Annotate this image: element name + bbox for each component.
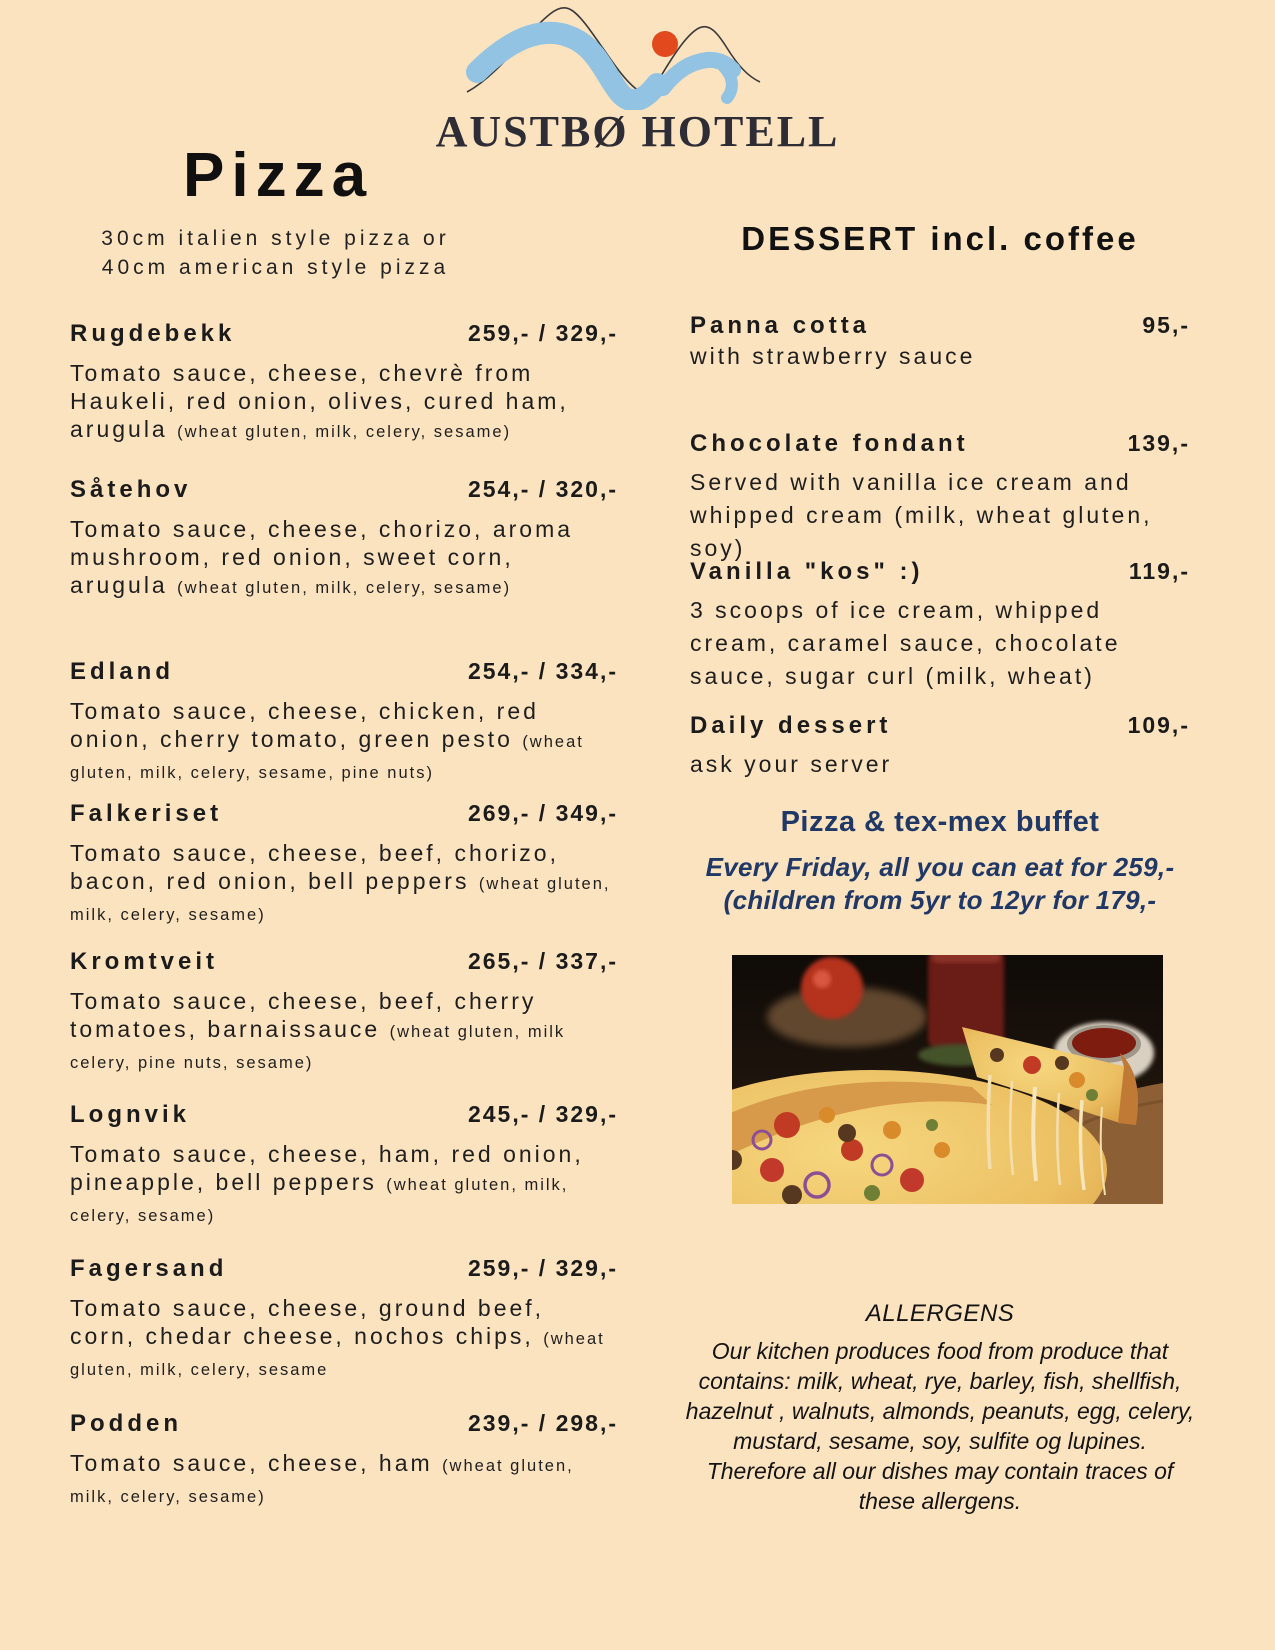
buffet-title: Pizza & tex-mex buffet xyxy=(780,806,1100,838)
pizza-subtitle-line2: 40cm american style pizza xyxy=(101,256,450,279)
pizza-photo-image xyxy=(732,955,1163,1204)
item-name: Podden xyxy=(70,1410,182,1437)
item-price: 119,- xyxy=(1128,558,1190,584)
buffet-line1: Every Friday, all you can eat for 259,- xyxy=(705,852,1175,882)
allergen-text: Our kitchen produces food from produce that contains: milk, wheat, rye, barley, fish, shellfish, hazelnut , walnuts, almonds, peanuts, egg, celery, mustard, sesame, soy, sulfite og lupines. Therefore all our dishes may contain traces of these allergens. xyxy=(685,1338,1195,1514)
item-allergens: (wheat gluten, milk, celery, sesame, pine nuts) xyxy=(70,733,584,782)
item-name: Chocolate fondant xyxy=(690,430,969,457)
item-description xyxy=(70,1449,618,1511)
item-price: 95,- xyxy=(1142,312,1190,338)
item-price: 109,- xyxy=(1127,712,1190,738)
item-price: 139,- xyxy=(1127,430,1190,456)
item-description xyxy=(70,839,618,929)
item-price: 269,- / 349,- xyxy=(467,800,618,826)
item-description: with strawberry sauce xyxy=(690,343,976,369)
item-price: 259,- / 329,- xyxy=(467,1255,618,1281)
buffet-line2: (children from 5yr to 12yr for 179,- xyxy=(723,885,1157,915)
item-allergens: (wheat gluten, milk celery, pine nuts, sesame) xyxy=(70,1023,566,1072)
item-price: 254,- / 334,- xyxy=(467,658,618,684)
item-description xyxy=(70,515,618,602)
item-description: 3 scoops of ice cream, whipped cream, caramel sauce, chocolate sauce, sugar curl (milk, wheat) xyxy=(690,597,1121,689)
item-description xyxy=(70,987,618,1077)
pizza-section-title: Pizza xyxy=(183,141,374,210)
dessert-item-chocolate-fondant xyxy=(690,430,1190,565)
item-name: Vanilla "kos" :) xyxy=(690,558,924,585)
menu-item-edland xyxy=(70,658,618,787)
item-name: Edland xyxy=(70,658,175,685)
item-name: Panna cotta xyxy=(690,312,871,339)
item-ingredients: Tomato sauce, cheese, beef, chorizo, bacon, red onion, bell peppers xyxy=(70,840,559,894)
dessert-item-daily-dessert xyxy=(690,712,1190,781)
item-description: Served with vanilla ice cream and whipped cream (milk, wheat gluten, soy) xyxy=(690,469,1153,561)
hotel-logo xyxy=(455,4,795,110)
item-allergens: (wheat gluten, milk, celery, sesame) xyxy=(177,579,512,597)
item-description xyxy=(70,1140,618,1230)
item-price: 239,- / 298,- xyxy=(467,1410,618,1436)
item-allergens: (wheat gluten, milk, celery, sesame) xyxy=(70,1457,574,1506)
mountain-wave-sun-icon xyxy=(455,4,795,110)
item-ingredients: Tomato sauce, cheese, chorizo, aroma mushroom, red onion, sweet corn, arugula xyxy=(70,516,574,598)
buffet-details xyxy=(690,851,1190,917)
item-ingredients: Tomato sauce, cheese, chevrè from Haukeli, red onion, olives, cured ham, arugula xyxy=(70,360,569,442)
item-price: 259,- / 329,- xyxy=(467,320,618,346)
dessert-section-title: DESSERT incl. coffee xyxy=(741,220,1139,257)
item-ingredients: Tomato sauce, cheese, ham xyxy=(70,1450,433,1476)
menu-item-fagersand xyxy=(70,1255,618,1384)
pizza-photo xyxy=(732,955,1163,1204)
item-price: 254,- / 320,- xyxy=(467,476,618,502)
item-allergens: (wheat gluten, milk, celery, sesame) xyxy=(70,1176,569,1225)
item-name: Lognvik xyxy=(70,1101,191,1128)
allergen-title: ALLERGENS xyxy=(865,1300,1015,1327)
buffet-promo xyxy=(690,806,1190,917)
item-ingredients: Tomato sauce, cheese, ham, red onion, pineapple, bell peppers xyxy=(70,1141,584,1195)
menu-item-podden xyxy=(70,1410,618,1511)
item-ingredients: Tomato sauce, cheese, chicken, red onion, cherry tomato, green pesto xyxy=(70,698,539,752)
sun-dot xyxy=(652,31,678,57)
item-description xyxy=(70,1294,618,1384)
item-description xyxy=(70,359,618,446)
item-name: Daily dessert xyxy=(690,712,892,739)
item-name: Fagersand xyxy=(70,1255,228,1282)
item-allergens: (wheat gluten, milk, celery, sesame) xyxy=(177,423,512,441)
item-description xyxy=(70,697,618,787)
menu-item-falkeriset xyxy=(70,800,618,929)
item-ingredients: Tomato sauce, cheese, ground beef, corn, chedar cheese, nochos chips, xyxy=(70,1295,545,1349)
menu-item-lognvik xyxy=(70,1101,618,1230)
item-name: Såtehov xyxy=(70,476,192,503)
allergen-notice xyxy=(685,1300,1195,1516)
item-description: ask your server xyxy=(690,751,893,777)
item-name: Kromtveit xyxy=(70,948,219,975)
item-price: 265,- / 337,- xyxy=(467,948,618,974)
pizza-subtitle-line1: 30cm italien style pizza or xyxy=(101,227,450,250)
hotel-name: AUSTBØ HOTELL xyxy=(435,107,840,156)
menu-item-satehov xyxy=(70,476,618,602)
item-name: Rugdebekk xyxy=(70,320,236,347)
dessert-item-panna-cotta xyxy=(690,312,1190,370)
item-price: 245,- / 329,- xyxy=(467,1101,618,1127)
item-allergens: (wheat gluten, milk, celery, sesame) xyxy=(70,875,611,924)
pizza-subtitle xyxy=(78,224,473,282)
item-name: Falkeriset xyxy=(70,800,223,827)
item-allergens: (wheat gluten, milk, celery, sesame xyxy=(70,1330,605,1379)
menu-item-kromtveit xyxy=(70,948,618,1077)
menu-item-rugdebekk xyxy=(70,320,618,446)
item-ingredients: Tomato sauce, cheese, beef, cherry tomatoes, barnaissauce xyxy=(70,988,537,1042)
dessert-item-vanilla-kos xyxy=(690,558,1190,693)
